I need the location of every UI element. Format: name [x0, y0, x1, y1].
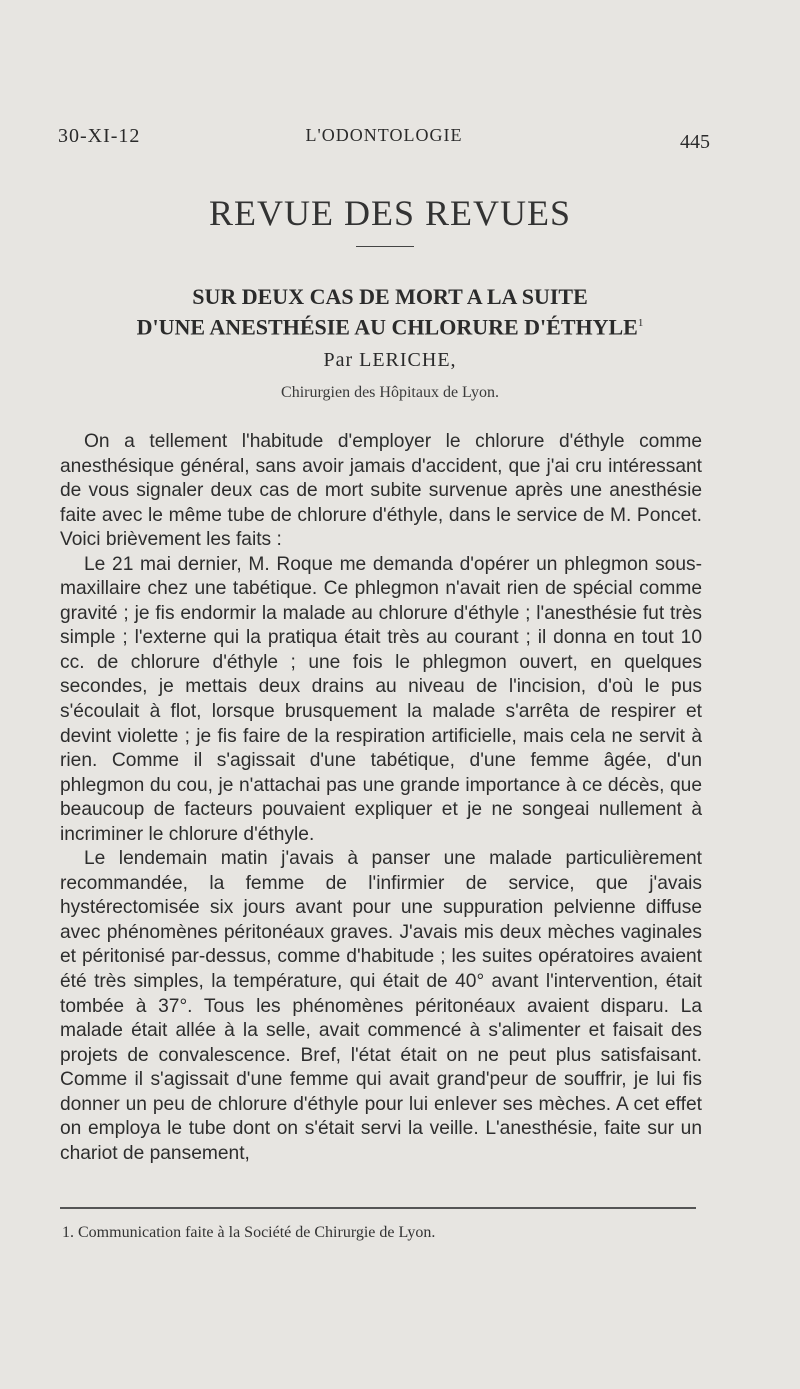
- article-title-line-2-text: D'UNE ANESTHÉSIE AU CHLORURE D'ÉTHYLE: [136, 314, 638, 340]
- footnote: 1. Communication faite à la Société de Chirurgie de Lyon.: [62, 1224, 436, 1241]
- running-header: [58, 125, 710, 155]
- paragraph: On a tellement l'habitude d'employer le chlorure d'éthyle comme anesthésique général, sans avoir jamais d'accident, que j'ai cru intéressant de vous signaler deux cas de mort subite survenue après une anesthésie faite avec le même tube de chlorure d'éthyle, dans le service de M. Poncet. Voici brièvement les faits :: [60, 431, 702, 551]
- footnote-marker: 1: [637, 317, 644, 329]
- paragraph: Le 21 mai dernier, M. Roque me demanda d'opérer un phlegmon sous-maxillaire chez une tabétique. Ce phlegmon n'avait rien de spécial comme gravité ; je fis endormir la malade au chlorure d'éthyle ; l'anesthésie fut très simple ; l'externe qui la pratiqua était très au courant ; il donna en tout 10 cc. de chlorure d'éthyle ; une fois le phlegmon ouvert, en quelques secondes, je mettais deux drains au niveau de l'incision, d'où le pus s'écoulait à flot, lorsque brusquement la malade s'arrêta de respirer et devint violette ; je fis faire de la respiration artificielle, mais cela ne servit à rien. Comme il s'agissait d'une tabétique, d'une femme âgée, d'un phlegmon du cou, je n'attachai pas une grande importance à ce décès, que beaucoup de facteurs pouvaient expliquer et je ne songeai nullement à incriminer le chlorure d'éthyle.: [60, 553, 702, 845]
- paragraph: Le lendemain matin j'avais à panser une malade particulièrement recommandée, la femme de l'infirmier de service, que j'avais hystérectomisée six jours avant pour une suppuration pelvienne diffuse avec phénomènes péritonéaux graves. J'avais mis deux mèches vaginales et péritonisé par-dessus, comme d'habitude ; les suites opératoires avaient été très simples, la température, qui était de 40° avant l'intervention, était tombée à 37°. Tous les phénomènes péritonéaux avaient disparu. La malade était allée à la selle, avait commencé à s'alimenter et faisait des projets de convalescence. Bref, l'état était on ne peut plus satisfaisant. Comme il s'agissait d'une femme qui avait grand'peur de souffrir, je lui fis donner un peu de chlorure d'éthyle pour lui enlever ses mèches. A cet effet on employa le tube dont on s'était servi la veille. L'anesthésie, faite sur un chariot de pansement,: [60, 848, 702, 1164]
- section-divider: [356, 246, 414, 247]
- journal-title: L'ODONTOLOGIE: [305, 125, 463, 145]
- issue-date: 30-XI-12: [58, 125, 141, 147]
- article-title-line-1: SUR DEUX CAS DE MORT A LA SUITE: [192, 284, 588, 309]
- article-body: [60, 430, 702, 1166]
- article-title: [40, 283, 740, 340]
- author: Par LERICHE,: [323, 349, 457, 371]
- section-title: REVUE DES REVUES: [208, 193, 571, 233]
- article-title-line-2: [40, 310, 740, 340]
- footnote-divider: [60, 1207, 696, 1209]
- author-affiliation: Chirurgien des Hôpitaux de Lyon.: [281, 384, 499, 401]
- page-number: 445: [680, 131, 710, 153]
